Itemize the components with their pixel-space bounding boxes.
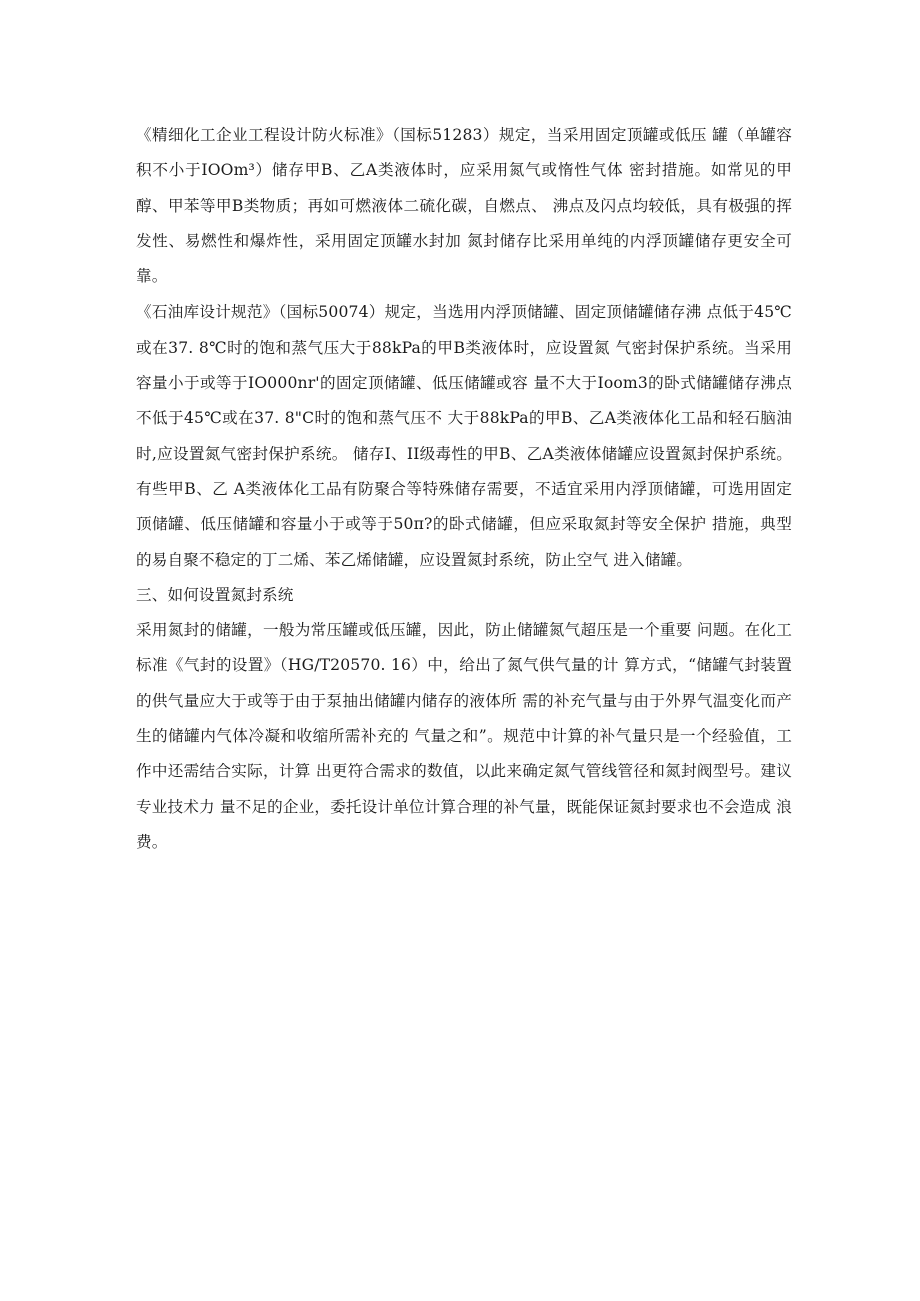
paragraph-fire-standard: 《精细化工企业工程设计防火标准》（国标51283）规定，当采用固定顶罐或低压 罐（单罐容积不小于IOOm³）储存甲B、乙A类液体时，应采用氮气或惰性气体 密封措施。如常见的甲醇、甲苯等甲B类物质；再如可燃液体二硫化碳，自燃点、 沸点及闪点均较低，具有极强的挥发性、易燃性和爆炸性，采用固定顶罐水封加 氮封储存比采用单纯的内浮顶罐储存更安全可靠。 — [136, 126, 792, 286]
section-heading: 三、如何设置氮封系统 — [136, 585, 294, 604]
paragraph-nitrogen-seal: 采用氮封的储罐，一般为常压罐或低压罐，因此，防止储罐氮气超压是一个重要 问题。在化工标准《气封的设置》（HG/T20570. 16）中，给出了氮气供气量的计 算方式，“储罐气封装置的供气量应大于或等于由于泵抽出储罐内储存的液体所 需的补充气量与由于外界气温变化而产生的储罐内气体冷凝和收缩所需补充的 气量之和”。规范中计算的补气量只是一个经验值，工作中还需结合实际，计算 出更符合需求的数值，以此来确定氮气管线管径和氮封阀型号。建议专业技术力 量不足的企业，委托设计单位计算合理的补气量，既能保证氮封要求也不会造成 浪费。 — [136, 621, 792, 851]
document-body — [136, 118, 792, 860]
paragraph-oil-depot-standard: 《石油库设计规范》（国标50074）规定，当选用内浮顶储罐、固定顶储罐储存沸 点低于45℃或在37. 8℃时的饱和蒸气压大于88kPa的甲B类液体时，应设置氮 气密封保护系统。当采用容量小于或等于IO000nr'的固定顶储罐、低压储罐或容 量不大于Ioom3的卧式储罐储存沸点不低于45℃或在37. 8"C时的饱和蒸气压不 大于88kPa的甲B、乙A类液体化工品和轻石脑油时,应设置氮气密封保护系统。 储存I、II级毒性的甲B、乙A类液体储罐应设置氮封保护系统。有些甲B、乙 A类液体化工品有防聚合等特殊储存需要，不适宜采用内浮顶储罐，可选用固定 顶储罐、低压储罐和容量小于或等于50π?的卧式储罐，但应采取氮封等安全保护 措施，典型的易自聚不稳定的丁二烯、苯乙烯储罐，应设置氮封系统，防止空气 进入储罐。 — [136, 303, 792, 569]
